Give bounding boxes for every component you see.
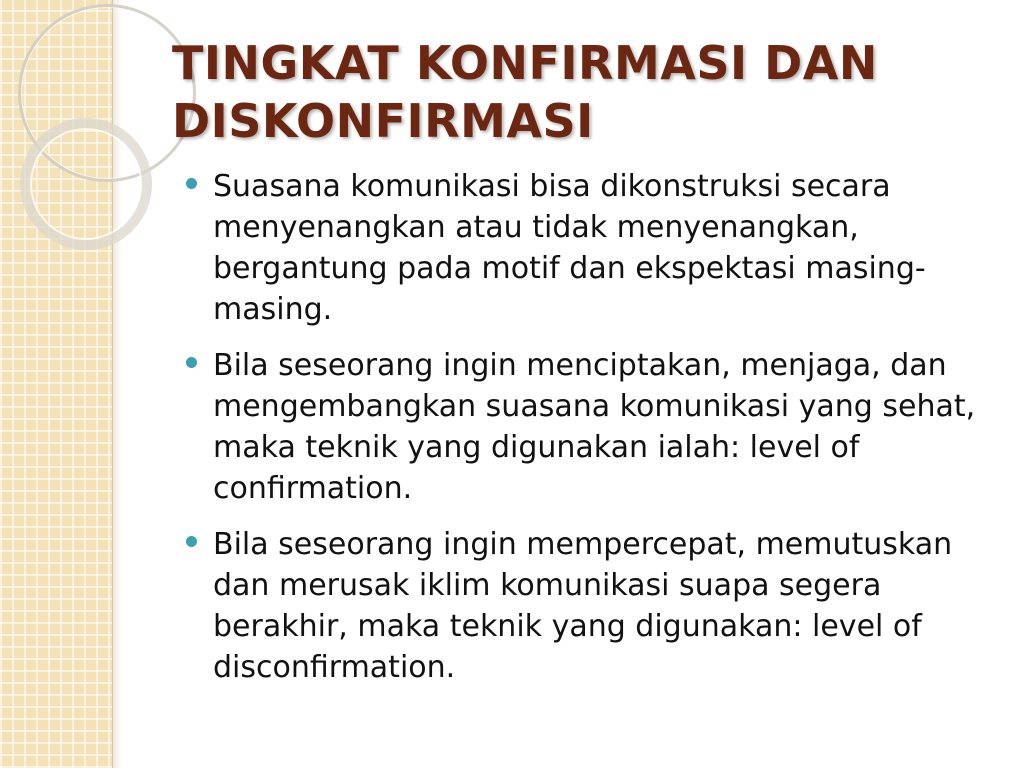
bullet-text-3: Bila seseorang ingin mempercepat, memutuskan dan merusak iklim komunikasi suapa segera berakhir, maka teknik yang digunakan: level of disconfirmation. (213, 527, 953, 685)
slide-title: TINGKAT KONFIRMASI DAN DISKONFIRMASI (172, 36, 878, 148)
bullet-dot-icon (186, 357, 197, 368)
bullet-text-1: Suasana komunikasi bisa dikonstruksi secara menyenangkan atau tidak menyenangkan, bergantung pada motif dan ekspektasi masing-masing. (213, 169, 926, 327)
bullet-dot-icon (186, 178, 197, 189)
bullet-item-3 (186, 524, 996, 688)
bullet-item-1 (186, 166, 996, 330)
decorative-ring-small (20, 118, 152, 250)
bullet-item-2 (186, 345, 996, 509)
bullet-list (186, 166, 996, 703)
bullet-text-2: Bila seseorang ingin menciptakan, menjaga, dan mengembangkan suasana komunikasi yang sehat, maka teknik yang digunakan ialah: level of confirmation. (213, 348, 976, 506)
bullet-dot-icon (186, 536, 197, 547)
